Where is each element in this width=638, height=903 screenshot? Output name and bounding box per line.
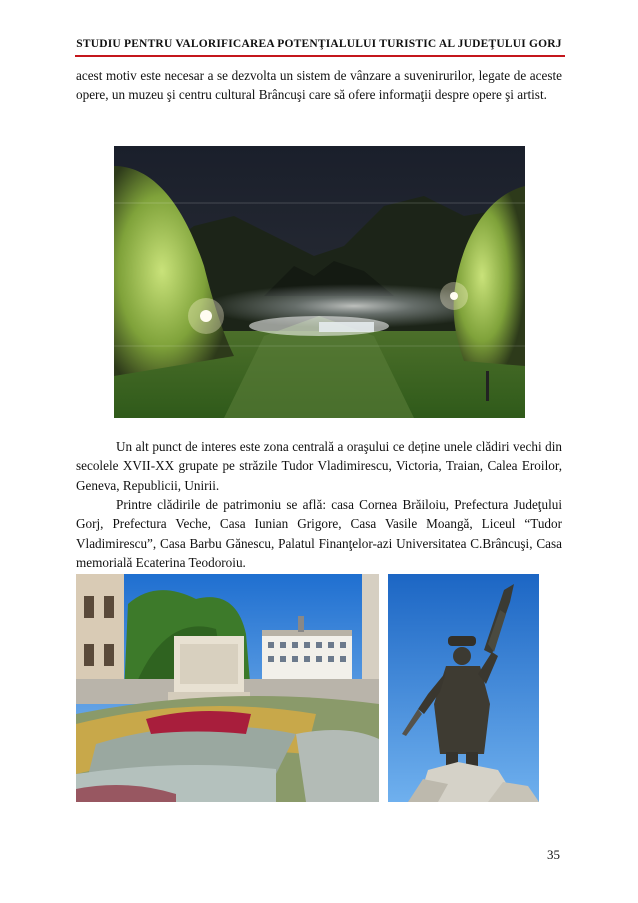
statue-image [388,574,539,802]
night-park-photo [114,146,525,418]
header-rule [75,55,565,57]
paragraph-3: Printre clădirile de patrimoniu se află: casa Cornea Brăiloiu, Prefectura Judeţului Gorj, Prefectura Veche, Casa Iunian Grigore, Casa Vasile Moangă, Liceul “Tudor Vladimirescu”, Casa Barbu Gănescu, Palatul Finanţelor-azi Universitatea C.Brâncuşi, Casa memorială Ecaterina Teodoroiu. [76,497,562,571]
night-park-image [114,146,525,418]
paragraph-1: acest motiv este necesar a se dezvolta un sistem de vânzare a suvenirurilor, legate de aceste opere, un muzeu şi centru cultural Brâncuşi care să ofere informaţii despre opere şi artist. [76,68,562,103]
central-square-photo [76,574,379,802]
paragraph-2: Un alt punct de interes este zona centrală a oraşului ce deține unele clădiri vechi din secolele XVII-XX grupate pe străzile Tudor Vladimirescu, Victoria, Traian, Calea Eroilor, Geneva, Republicii, Unirii. [76,439,562,493]
statue-photo [388,574,539,802]
central-square-image [76,574,379,802]
page-number: 35 [547,847,560,862]
page-header-title: STUDIU PENTRU VALORIFICAREA POTENŢIALULUI TURISTIC AL JUDEŢULUI GORJ [76,38,562,50]
